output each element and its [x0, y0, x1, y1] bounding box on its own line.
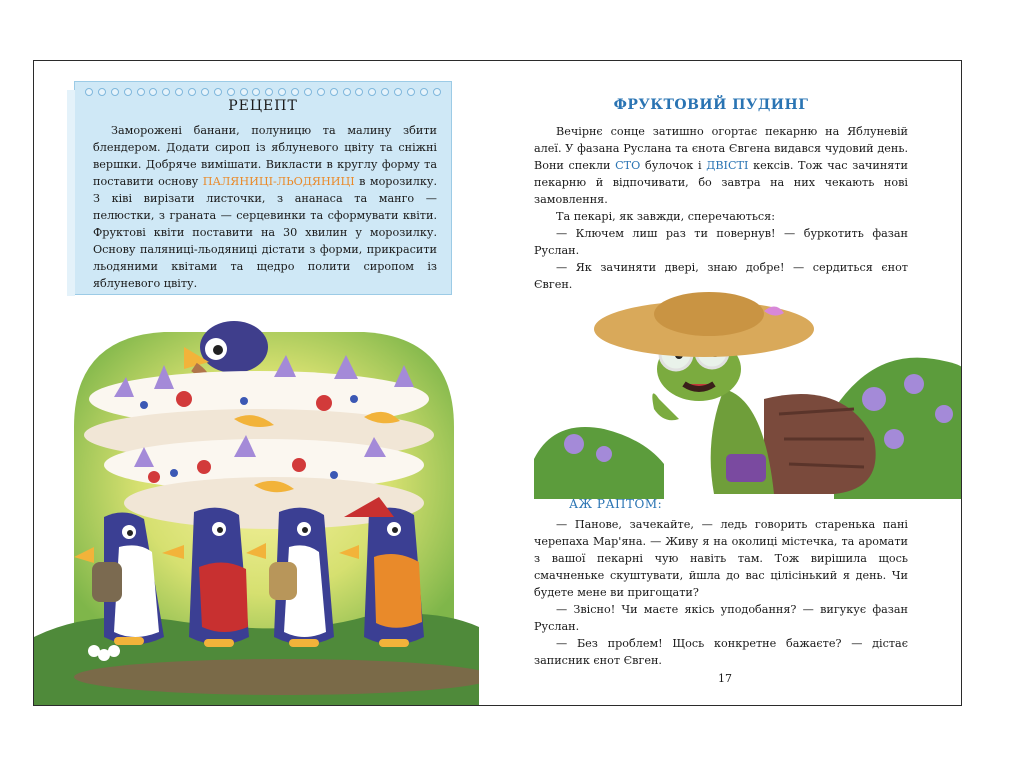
story-text-top: [534, 123, 908, 293]
paragraph-6: — Звісно! Чи маєте якісь уподобання? — вигукує фазан Руслан.: [534, 603, 908, 633]
recipe-text: Заморожені банани, полуницю та малину збити блендером. Додати сироп із яблуневого цвіту та сніжні вершки. Добряче вимішати. Викласти в круглу форму та поставити основу ПАЛЯНИЦІ-ЛЬОДЯНИЦІ в морозилку. З ківі вирізати листочки, з ананаса та манго — пелюстки, з граната — серцевинки та сформувати квіти. Фруктові квіти поставити на 30 хвилин у морозилку. Основу паляниці-льодяниці дістати з форми, прикрасити льодяними квітами та щедро полити сиропом із яблуневого цвіту.: [93, 124, 438, 290]
recipe-highlight: ПАЛЯНИЦІ-ЛЬОДЯНИЦІ: [202, 175, 355, 188]
paragraph-4: — Як зачиняти двері, знаю добре! — сердиться єнот Євген.: [534, 261, 908, 291]
paragraph-7: — Без проблем! Щось конкретне бажаєте? — дістає записник єнот Євген.: [534, 637, 908, 667]
chapter-title: ФРУКТОВИЙ ПУДИНГ: [613, 97, 809, 113]
story-text-bottom: [534, 516, 908, 669]
recipe-title: РЕЦЕПТ: [228, 98, 298, 114]
paragraph-5: — Панове, зачекайте, — ледь говорить старенька пані черепаха Мар'яна. — Живу я на околиці містечка, та аромати з вашої пекарні чую навіть там. Тож вирішила щось смачненьке скуштувати, йшла до вас цілісінький я день. Чи будете мене ви пригощати?: [534, 518, 908, 599]
turtle-illustration: [534, 289, 962, 499]
subheading-azh-raptom: АЖ РАПТОМ:: [569, 497, 663, 511]
paragraph-1: Вечірнє сонце затишно огортає пекарню на Яблуневій алеї. У фазана Руслана та єнота Євгена видався чудовий день. Вони спекли СТО булочок і ДВІСТІ кексів. Тож час зачиняти пекарню й відпочивати, бо завтра на них чекають нові замовлення.: [534, 125, 909, 206]
page-number: 17: [718, 672, 732, 685]
recipe-card: [74, 81, 452, 295]
highlight-sto: СТО: [615, 159, 641, 172]
penguins-cake-illustration: [34, 307, 479, 706]
highlight-dvisti: ДВІСТІ: [706, 159, 749, 172]
paragraph-2: Та пекарі, як завжди, сперечаються:: [556, 210, 776, 223]
book-spread: [33, 60, 962, 706]
notebook-rings: [85, 88, 441, 98]
paragraph-3: — Ключем лиш раз ти повернув! — буркотить фазан Руслан.: [534, 227, 908, 257]
